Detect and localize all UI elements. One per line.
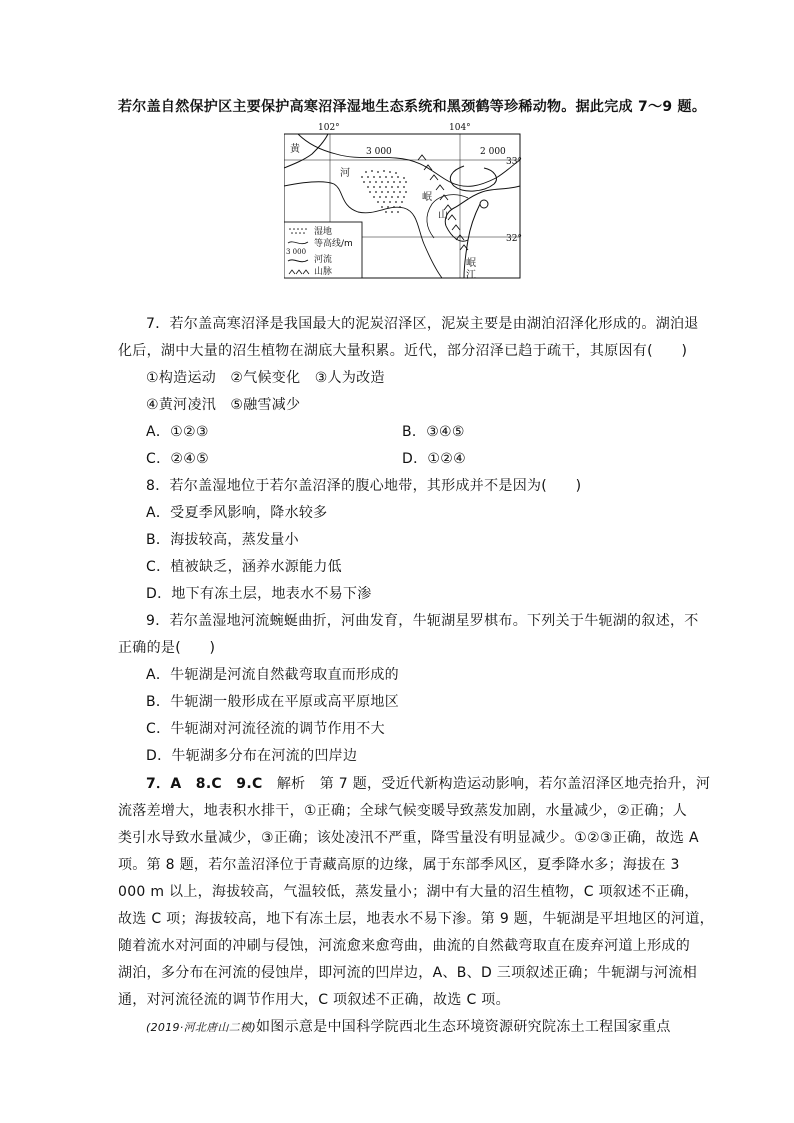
q8-stem: 8．若尔盖湿地位于若尔盖沼泽的腹心地带，其形成并不是因为( ) <box>146 478 582 494</box>
label-min-mountain: 岷 <box>422 192 432 203</box>
oxbow-lake <box>480 200 488 208</box>
legend-wetland-label: 湿地 <box>314 227 333 237</box>
q9-option-b: B．牛轭湖一般形成在平原或高平原地区 <box>146 694 400 710</box>
q7-items-line1: ①构造运动 ②气候变化 ③人为改造 <box>146 370 385 386</box>
answer-line3: 类引水导致水量减少，③正确；该处凌汛不严重，降雪量没有明显减少。①②③正确，故选 A <box>118 830 699 846</box>
label-he: 河 <box>340 168 350 179</box>
lat-bottom-label: 32° <box>506 234 522 244</box>
q8-option-d: D．地下有冻土层，地表水不易下渗 <box>146 586 372 602</box>
lat-top-label: 33° <box>506 157 522 167</box>
answer-line4: 项。第 8 题，若尔盖沼泽位于青藏高原的边缘，属于东部季风区，夏季降水多；海拔在 3 <box>118 857 680 873</box>
q9-stem-line1: 9．若尔盖湿地河流蜿蜒曲折，河曲发育，牛轭湖星罗棋布。下列关于牛轭湖的叙述，不 <box>146 613 699 629</box>
answer-line2: 流落差增大，地表积水排干，①正确；全球气候变暖导致蒸发加剧，水量减少，②正确；人 <box>118 803 688 819</box>
next-question-text: 如图示意是中国科学院西北生态环境资源研究院冻土工程国家重点 <box>255 1019 671 1035</box>
q7-option-c: C．②④⑤ <box>146 451 209 467</box>
wetland-dots <box>361 170 407 213</box>
answer-line1 <box>146 774 710 794</box>
answer-line6: 故选 C 项；海拔较高，地下有冻土层，地表水不易下渗。第 9 题，牛轭湖是平坦地区的河道， <box>118 911 714 927</box>
answer-key: 7．A 8.C 9.C <box>146 776 263 792</box>
map-figure <box>284 120 524 280</box>
next-question-source: (2019·河北唐山二模) <box>146 1021 256 1034</box>
q7-items-line2: ④黄河凌汛 ⑤融雪减少 <box>146 397 301 413</box>
q9-option-c: C．牛轭湖对河流径流的调节作用不大 <box>146 721 385 737</box>
legend-ridge-label: 山脉 <box>314 267 333 277</box>
legend-contour-value: 3 000 <box>286 248 307 256</box>
answer-line5: 000 m 以上，海拔较高，气温较低，蒸发量小；湖中有大量的沼生植物，C 项叙述不正确， <box>118 884 699 900</box>
q7-stem-line1: 7．若尔盖高寒沼泽是我国最大的泥炭沼泽区，泥炭主要是由湖泊沼泽化形成的。湖泊退 <box>146 316 699 332</box>
lon-left-label: 102° <box>318 123 340 133</box>
legend-river-label: 河流 <box>314 255 333 265</box>
label-min-river: 岷 <box>466 258 476 269</box>
contour-3000-label: 3 000 <box>366 147 392 157</box>
answer-line1-rest: 解析 第 7 题，受近代新构造运动影响，若尔盖沼泽区地壳抬升，河 <box>262 776 711 792</box>
answer-line9: 通，对河流径流的调节作用大，C 项叙述不正确，故选 C 项。 <box>118 992 510 1008</box>
next-question-intro <box>146 1017 671 1038</box>
answer-line7: 随着流水对河面的冲刷与侵蚀，河流愈来愈弯曲，曲流的自然截弯取直在废弃河道上形成的 <box>118 938 690 954</box>
intro-text: 若尔盖自然保护区主要保护高寒沼泽湿地生态系统和黑颈鹤等珍稀动物。据此完成 7～9 题。 <box>118 99 707 115</box>
answer-line8: 湖泊，多分布在河流的侵蚀岸，即河流的凹岸边，A、B、D 三项叙述正确；牛轭湖与河流相 <box>118 965 698 981</box>
q7-option-b: B．③④⑤ <box>402 424 465 440</box>
label-jiang: 江 <box>466 270 476 280</box>
q9-stem-line2: 正确的是( ) <box>118 640 216 656</box>
legend-contour-title: 等高线/m <box>314 239 353 249</box>
q7-option-a: A．①②③ <box>146 424 209 440</box>
q9-option-a: A．牛轭湖是河流自然截弯取直而形成的 <box>146 667 399 683</box>
q8-option-a: A．受夏季风影响，降水较多 <box>146 505 328 521</box>
lon-right-label: 104° <box>449 123 471 133</box>
q7-stem-line2: 化后，湖中大量的沼生植物在湖底大量积累。近代，部分沼泽已趋于疏干，其原因有( ) <box>118 343 688 359</box>
q7-option-d: D．①②④ <box>402 451 466 467</box>
map-svg <box>284 120 524 280</box>
river-bend <box>450 166 496 191</box>
river-huanghe-east <box>445 186 520 226</box>
q9-option-d: D．牛轭湖多分布在河流的凹岸边 <box>146 748 358 764</box>
label-huang: 黄 <box>290 144 300 155</box>
contour-2000-label: 2 000 <box>480 147 506 157</box>
label-shan: 山 <box>438 210 448 221</box>
q8-option-c: C．植被缺乏，涵养水源能力低 <box>146 559 342 575</box>
q8-option-b: B．海拔较高，蒸发量小 <box>146 532 299 548</box>
